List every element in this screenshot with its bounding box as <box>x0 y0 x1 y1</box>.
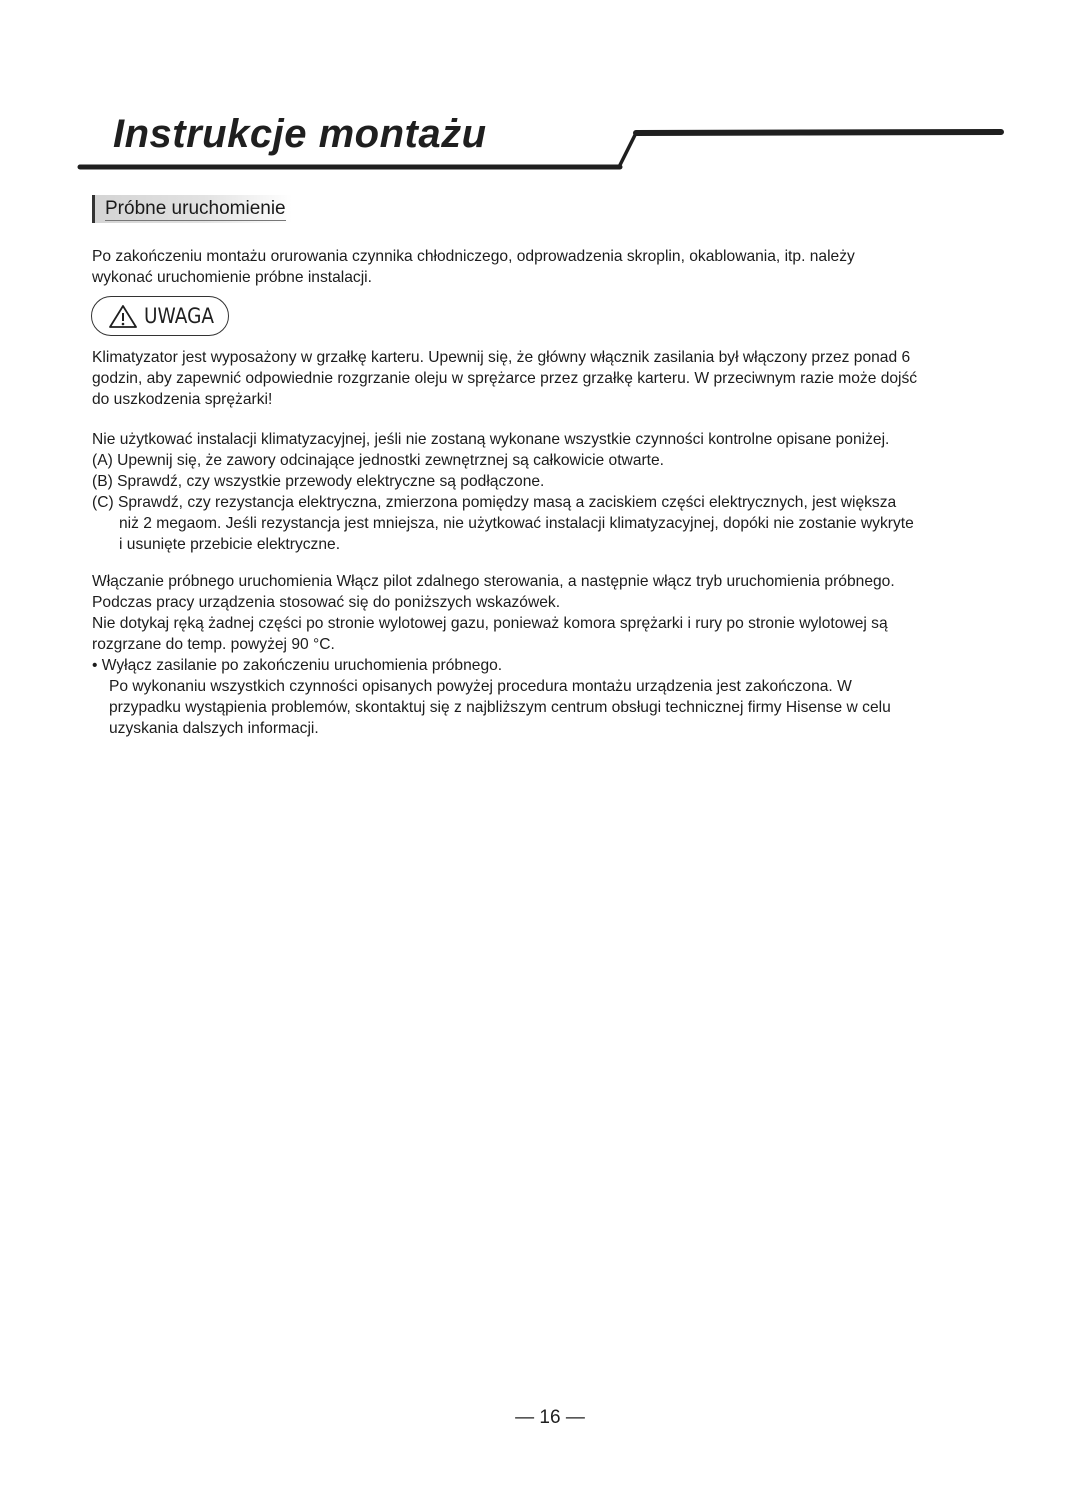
run-final-line: Po wykonaniu wszystkich czynności opisanych powyżej procedura montażu urządzenia jest zakończona. W <box>109 678 852 695</box>
check-item-c: (C) Sprawdź, czy rezystancja elektryczna, zmierzona pomiędzy masą a zaciskiem części elektrycznych, jest większa <box>92 494 897 511</box>
warning-badge <box>91 296 229 336</box>
warning-line: Klimatyzator jest wyposażony w grzałkę karteru. Upewnij się, że główny włącznik zasilania był włączony przez ponad 6 <box>92 349 911 366</box>
section-heading-label: Próbne uruchomienie <box>105 198 286 219</box>
run-line: Podczas pracy urządzenia stosować się do poniższych wskazówek. <box>92 594 561 611</box>
header-rule <box>0 0 1083 200</box>
checks-intro: Nie użytkować instalacji klimatyzacyjnej, jeśli nie zostaną wykonane wszystkie czynności kontrolne opisane poniżej. <box>92 431 890 448</box>
run-line: Nie dotykaj ręką żadnej części po stronie wylotowej gazu, ponieważ komora sprężarki i rury po stronie wylotowej są <box>92 615 888 632</box>
intro-line: Po zakończeniu montażu orurowania czynnika chłodniczego, odprowadzenia skroplin, okablowania, itp. należy <box>92 248 855 265</box>
intro-paragraph <box>92 246 1007 288</box>
check-item-a: (A) Upewnij się, że zawory odcinające jednostki zewnętrznej są całkowicie otwarte. <box>92 452 665 469</box>
run-bullet: • Wyłącz zasilanie po zakończeniu uruchomienia próbnego. <box>92 657 503 674</box>
test-run-paragraph <box>92 571 1007 739</box>
warning-triangle-icon <box>108 304 138 329</box>
run-final-line: uzyskania dalszych informacji. <box>109 720 319 737</box>
page-number: — 16 — <box>515 1407 585 1428</box>
warning-label: UWAGA <box>144 304 215 328</box>
page-title: Instrukcje montażu <box>113 112 487 156</box>
warning-line: do uszkodzenia sprężarki! <box>92 391 273 408</box>
run-line: rozgrzane do temp. powyżej 90 °C. <box>92 636 335 653</box>
intro-line: wykonać uruchomienie próbne instalacji. <box>92 269 372 286</box>
warning-line: godzin, aby zapewnić odpowiednie rozgrzanie oleju w sprężarce przez grzałkę karteru. W przeciwnym razie może dojść <box>92 370 918 387</box>
check-item-c-continued: i usunięte przebicie elektryczne. <box>119 536 341 553</box>
section-heading <box>92 195 292 223</box>
check-item-b: (B) Sprawdź, czy wszystkie przewody elektryczne są podłączone. <box>92 473 545 490</box>
check-item-c-continued: niż 2 megaom. Jeśli rezystancja jest mniejsza, nie użytkować instalacji klimatyzacyjnej, dopóki nie zostanie wykryte <box>119 515 914 532</box>
run-line: Włączanie próbnego uruchomienia Włącz pilot zdalnego sterowania, a następnie włącz tryb uruchomienia próbnego. <box>92 573 895 590</box>
warning-paragraph <box>92 347 1007 410</box>
checks-list <box>92 429 1007 555</box>
run-final-line: przypadku wystąpienia problemów, skontaktuj się z najbliższym centrum obsługi technicznej firmy Hisense w celu <box>109 699 891 716</box>
